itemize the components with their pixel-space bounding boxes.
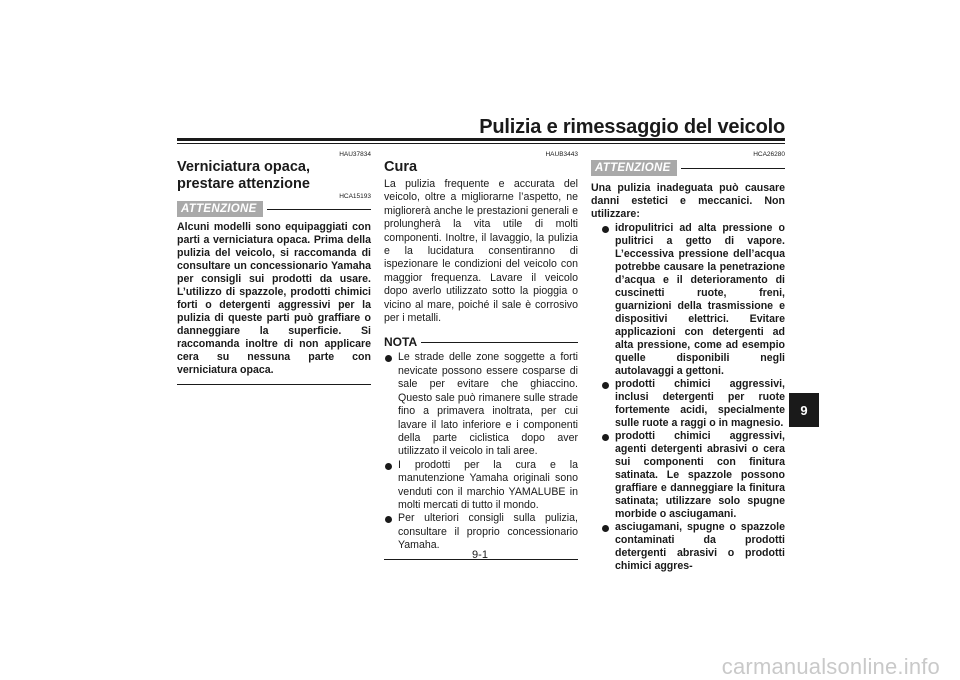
header-rule-thin <box>177 143 785 144</box>
nota-list <box>384 351 578 552</box>
attention-end-rule <box>177 384 371 385</box>
attention-rule <box>681 168 785 169</box>
right-column <box>591 151 785 573</box>
section-code: HAU37834 <box>339 151 371 158</box>
chapter-tab: 9 <box>789 393 819 427</box>
bullet-icon <box>602 226 609 233</box>
left-column <box>177 151 371 385</box>
nota-header <box>384 335 578 349</box>
attention-header <box>177 201 371 217</box>
list-item: asciugamani, spugne o spazzole contaminati da prodotti detergenti abrasivi o prodotti chimici aggres- <box>601 521 785 573</box>
attention-list <box>591 222 785 573</box>
middle-column <box>384 151 578 560</box>
bullet-icon <box>602 525 609 532</box>
bullet-icon <box>602 434 609 441</box>
attention-intro: Una pulizia inadeguata può causare danni estetici e meccanici. Non utilizzare: <box>591 182 785 220</box>
watermark: carmanualsonline.info <box>721 654 940 679</box>
attention-code: HCA15193 <box>339 193 371 200</box>
section-title: Verniciatura opaca, prestare attenzione <box>177 159 310 192</box>
section-title: Cura <box>384 159 418 175</box>
bullet-icon <box>385 463 392 470</box>
list-item: Le strade delle zone soggette a forti nevicate possono essere cosparse di sale per evitare che ghiaccino. Questo sale può rimanere sulle strade fino a primavera inoltrata, per cui lavare il lato inferiore e i componenti della parte ciclistica dopo aver utilizzato il veicolo in tali aree. <box>384 351 578 458</box>
section-code: HAUB3443 <box>545 151 578 158</box>
attention-text: Alcuni modelli sono equipaggiati con parti a verniciatura opaca. Prima della pulizia del veicolo, si raccomanda di consultare un concessionario Yamaha per consigli sui prodotti da usare. L’utilizzo di spazzole, prodotti chimici forti o detergenti aggressivi per la pulizia di queste parti può graffiare o danneggiare la superficie. Si raccomanda inoltre di non applicare cera su nessuna parte con verniciatura opaca. <box>177 221 371 376</box>
list-item: idropulitrici ad alta pressione o pulitrici a getto di vapore. L’eccessiva pressione dell’acqua potrebbe causare la penetrazione d’acqua e il deterioramento di cuscinetti ruote, freni, guarnizioni della trasmissione e dispositivi elettrici. Evitare applicazioni con detergenti ad alta pressione, come ad esempio quelle disponibili negli autolavaggi a gettoni. <box>601 222 785 378</box>
attention-label: ATTENZIONE <box>177 201 263 217</box>
bullet-icon <box>385 355 392 362</box>
list-item: I prodotti per la cura e la manutenzione Yamaha originali sono venduti con il marchio YAMALUBE in molti mercati di tutto il mondo. <box>384 459 578 513</box>
body-text: La pulizia frequente e accurata del veicolo, oltre a migliorarne l’aspetto, ne migliorerà anche le prestazioni generali e prolungherà la vita utile di molti componenti. Inoltre, il lavaggio, la pulizia e la lucidatura consentiranno di ispezionare le condizioni del veicolo con maggior frequenza. Lavare il veicolo dopo averlo utilizzato sotto la pioggia o vicino al mare, poiché il sale è corrosivo per i metalli. <box>384 178 578 325</box>
attention-rule <box>267 209 371 210</box>
attention-header <box>591 160 785 176</box>
page-title: Pulizia e rimessaggio del veicolo <box>479 116 785 138</box>
bullet-icon <box>602 382 609 389</box>
page-number: 9-1 <box>472 549 488 561</box>
nota-label: NOTA <box>384 335 418 350</box>
list-item: Per ulteriori consigli sulla pulizia, consultare il proprio concessionario Yamaha. <box>384 512 578 552</box>
header-rule <box>177 138 785 141</box>
nota-rule <box>421 342 578 343</box>
attention-label: ATTENZIONE <box>591 160 677 176</box>
attention-code: HCA26280 <box>753 151 785 158</box>
list-item: prodotti chimici aggressivi, inclusi detergenti per ruote fortemente acidi, specialmente sulle ruote a raggi o in magnesio. <box>601 378 785 430</box>
bullet-icon <box>385 516 392 523</box>
list-item: prodotti chimici aggressivi, agenti detergenti abrasivi o cera sui componenti con finitura satinata. Le spazzole possono graffiare e danneggiare la finitura satinata; utilizzare solo spugne morbide o asciugamani. <box>601 430 785 521</box>
